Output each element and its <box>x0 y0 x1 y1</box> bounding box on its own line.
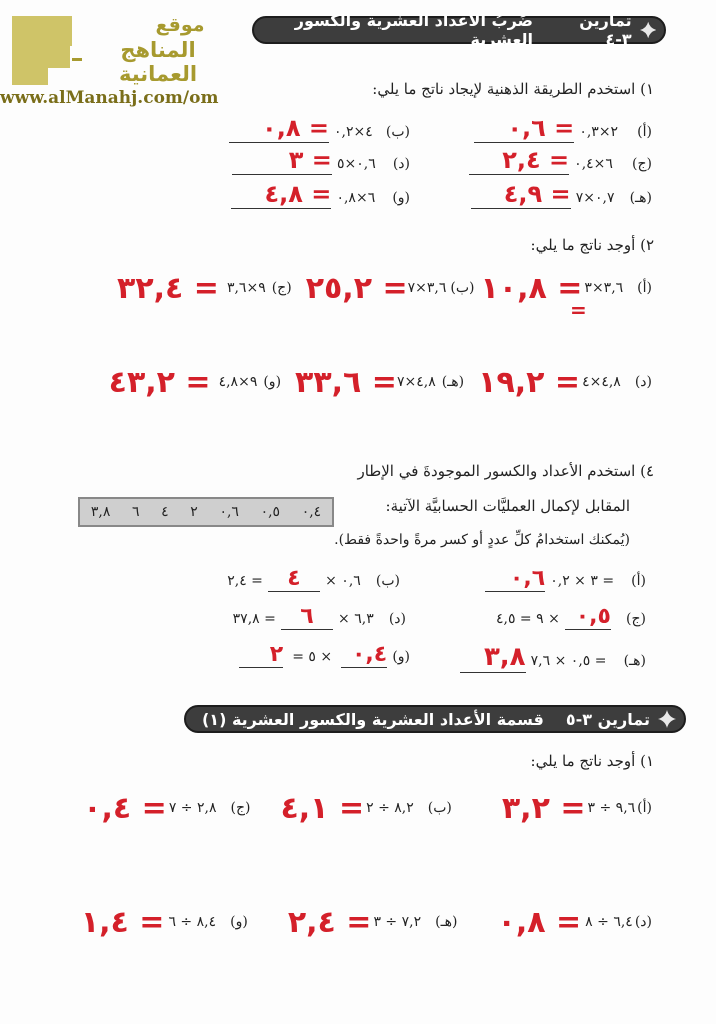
item-expression: ٠,٦ × <box>325 573 361 589</box>
item-expression: = ٣٧,٨ <box>232 611 276 627</box>
item-expression: ٨,٢ ÷ ٢ <box>366 800 414 816</box>
item-expression: ٤,٨×٤ <box>582 374 621 390</box>
item-label: (د) <box>634 374 652 390</box>
bank-number: ٠,٥ <box>260 504 281 520</box>
item-label: (هـ) <box>623 653 646 669</box>
item-label: (هـ) <box>435 914 458 930</box>
handwritten-answer: = ٠,٨ <box>497 904 582 940</box>
logo-square-icon <box>12 40 48 85</box>
item-label: (د) <box>392 156 410 172</box>
q1-item-a <box>412 114 652 142</box>
handwritten-answer: = ٤٣,٢ <box>108 364 211 400</box>
section-title: قسمة الأعداد العشرية والكسور العشرية (١) <box>201 709 544 729</box>
bank-number: ٠,٤ <box>301 504 322 520</box>
item-expression: = ٣ × ٠,٢ <box>550 573 615 589</box>
question-4-line-2: المقابل لإكمال العمليَّات الحسابيَّة الآتية: <box>385 497 630 515</box>
handwritten-equals-mark: = <box>570 298 587 322</box>
item-expression: ٤×٠,٢ <box>334 124 373 140</box>
handwritten-answer: ٠,٤ <box>341 642 387 668</box>
question-4-line-1: ٤) استخدم الأعداد والكسور الموجودةَ في الإطار <box>357 462 654 480</box>
handwritten-answer: = ٣,٢ <box>501 790 586 826</box>
diamond-icon <box>658 710 676 728</box>
handwritten-answer: = ١,٤ <box>80 904 165 940</box>
handwritten-answer: ٣,٨ <box>460 642 526 673</box>
section-header-3-5 <box>184 705 686 733</box>
handwritten-answer: = ١٩,٢ <box>478 364 581 400</box>
section2-question-1-prompt: ١) أوجد ناتج ما يلي: <box>530 752 654 770</box>
q4-item-e <box>426 642 646 672</box>
item-expression: ٦,٣ × <box>338 611 374 627</box>
logo-square-icon <box>32 16 72 46</box>
q1-item-f <box>170 180 410 208</box>
handwritten-answer: ٠,٥ <box>565 604 611 630</box>
item-expression: × ٩ = ٤,٥ <box>495 611 560 627</box>
item-label: (و) <box>230 914 248 930</box>
item-label: (و) <box>263 374 282 390</box>
q4-item-b <box>200 566 400 594</box>
item-expression: ٨,٤ ÷ ٦ <box>168 914 217 930</box>
q1-item-e <box>412 180 652 208</box>
item-expression: ٤,٨×٧ <box>396 374 436 390</box>
item-expression: ٢,٨ ÷ ٧ <box>168 800 217 816</box>
bank-number: ٣,٨ <box>90 504 111 520</box>
q2-row-1 <box>32 266 652 310</box>
item-label: (د) <box>388 611 406 627</box>
item-expression: ٠,٦×٥ <box>336 156 376 172</box>
item-expression: ٣,٦×٣ <box>584 280 624 296</box>
q2-row-2 <box>32 360 652 404</box>
item-expression: ٦×٠,٨ <box>336 190 376 206</box>
item-label: (و) <box>392 649 410 665</box>
handwritten-answer: ٠,٦ <box>485 566 545 592</box>
logo-url-link[interactable]: www.alManahj.com/om <box>0 88 219 108</box>
item-expression: ٣,٦×٧ <box>407 280 447 296</box>
item-expression: ٩×٣,٦ <box>226 280 266 296</box>
q4-item-a <box>446 566 646 594</box>
logo-title-line1: موقع <box>155 14 205 36</box>
q4-item-f <box>220 642 410 672</box>
item-expression: = ٠,٥ × ٧,٦ <box>530 653 607 669</box>
item-label: (ب) <box>450 280 475 296</box>
q1-item-d <box>170 146 410 174</box>
bank-number: ٢ <box>190 504 198 520</box>
item-label: (ج) <box>230 800 251 816</box>
handwritten-answer: = ١٠,٨ <box>480 270 583 306</box>
handwritten-answer: = ٣٣,٦ <box>295 364 397 400</box>
s2-row-1 <box>22 786 652 830</box>
handwritten-answer: = ٢,٤ <box>469 146 569 175</box>
item-expression: ٩,٦ ÷ ٣ <box>587 800 636 816</box>
handwritten-answer: = ٢٥,٢ <box>305 270 408 306</box>
handwritten-answer: = ٣٢,٤ <box>117 270 219 306</box>
handwritten-answer: = ٠,٦ <box>474 114 574 143</box>
q1-item-b <box>170 114 410 142</box>
question-1-prompt: ١) استخدم الطريقة الذهنية لإيجاد ناتج ما يلي: <box>372 80 654 98</box>
logo-divider <box>72 58 82 61</box>
item-expression: ٩×٤,٨ <box>218 374 258 390</box>
handwritten-answer: ٢ <box>239 642 283 668</box>
question-4-line-3: (يُمكنك استخدامُ كلِّ عددٍ أو كسر مرةً واحدةً فقط). <box>334 532 630 548</box>
item-expression: ٦,٤ ÷ ٨ <box>585 914 633 930</box>
section-header-3-4 <box>252 11 666 49</box>
item-label: (ج) <box>271 280 292 296</box>
item-expression: ٠,٧×٧ <box>575 190 615 206</box>
item-label: (د) <box>634 914 652 930</box>
s2-row-2 <box>22 900 652 944</box>
item-label: (هـ) <box>441 374 465 390</box>
item-label: (ب) <box>385 124 410 140</box>
handwritten-answer: = ٠,٤ <box>83 790 167 826</box>
bank-number: ٦ <box>131 504 140 520</box>
item-expression: × ٥ = <box>292 649 333 665</box>
handwritten-answer: ٤ <box>268 566 320 592</box>
item-label: (و) <box>392 190 410 206</box>
handwritten-answer: = ٤,٩ <box>471 180 571 209</box>
question-2-prompt: ٢) أوجد ناتج ما يلي: <box>530 236 654 254</box>
handwritten-answer: = ٠,٨ <box>229 114 329 143</box>
logo-title-line2: المناهج العمانية <box>118 38 198 86</box>
item-label: (ج) <box>632 156 652 172</box>
item-label: (أ) <box>637 280 652 296</box>
handwritten-answer: = ٣ <box>232 146 332 175</box>
handwritten-answer: = ٤,١ <box>280 790 365 826</box>
diamond-icon <box>640 21 656 39</box>
item-label: (ب) <box>427 800 452 816</box>
item-expression: ٧,٢ ÷ ٣ <box>373 914 422 930</box>
item-expression: = ٢,٤ <box>227 573 263 589</box>
section-title: ضَربُ الأعداد العشرية والكسور العشرية <box>294 11 533 49</box>
bank-number: ٤ <box>161 504 169 520</box>
handwritten-answer: ٦ <box>281 604 333 630</box>
handwritten-answer: = ٤,٨ <box>231 180 331 209</box>
bank-number: ٠,٦ <box>219 504 239 520</box>
item-label: (أ) <box>637 124 652 140</box>
item-expression: ٦×٠,٤ <box>574 156 613 172</box>
site-logo <box>0 0 250 110</box>
number-bank-box <box>78 497 334 527</box>
item-expression: ٢×٠,٣ <box>579 124 619 140</box>
item-label: (هـ) <box>629 190 652 206</box>
section-number: تمارين ٣-٥ <box>565 709 650 729</box>
section-number: تمارين ٣-٤ <box>579 11 632 49</box>
q4-item-d <box>196 604 406 632</box>
item-label: (ج) <box>626 611 646 627</box>
handwritten-answer: = ٢,٤ <box>287 904 372 940</box>
item-label: (أ) <box>631 573 646 589</box>
item-label: (ب) <box>375 573 400 589</box>
q1-item-c <box>412 146 652 174</box>
item-label: (أ) <box>637 800 652 816</box>
q4-item-c <box>446 604 646 632</box>
